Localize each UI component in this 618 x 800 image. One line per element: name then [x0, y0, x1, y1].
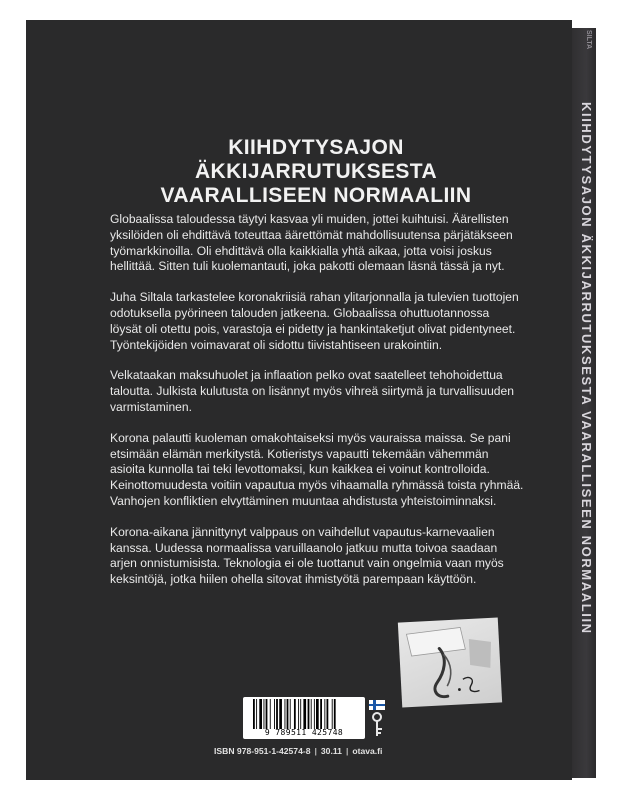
barcode-bar [294, 699, 296, 729]
barcode-bar [270, 699, 271, 729]
barcode-bar [334, 699, 336, 729]
sticker-sketch [398, 617, 502, 707]
barcode-bar [279, 699, 282, 729]
barcode-bar [311, 699, 312, 729]
product-code: 30.11 [320, 746, 342, 756]
blurb-text [110, 212, 524, 603]
barcode-bar [303, 699, 306, 729]
isbn-text: ISBN 978-951-1-42574-8 [214, 746, 311, 756]
barcode-bar [285, 699, 286, 729]
headline-line: VAARALLISEEN NORMAALIIN [160, 184, 472, 207]
barcode-bar [276, 699, 278, 729]
barcode-bar [332, 699, 333, 729]
barcode-bar [256, 699, 257, 729]
barcode-bar [274, 699, 275, 729]
barcode-bar [308, 699, 310, 729]
spine-author-text: SILTA [585, 30, 592, 50]
separator: | [314, 746, 317, 756]
blurb-paragraph: Globaalissa taloudessa täytyi kasvaa yli muiden, jottei kuihtuisi. Äärellisten yksilöiden oli ehdittävä toteuttaa äärettömät mahdollisuutensa pärjätäkseen työmarkkinoilla. Oli ehdittävä olla kaikkialla yhtä aikaa, jotta voisi joskus hellittää. Sitten tuli kuolemantauti, joka pakotti olemaan läsnä tässä ja nyt. [110, 212, 513, 274]
key-icon [370, 712, 384, 738]
barcode-bar [300, 699, 301, 729]
barcode-bar [314, 699, 315, 729]
barcode-bars [253, 699, 357, 729]
spine-subtitle: KIIHDYTYSAJON ÄKKIJARRUTUKSESTA VAARALLISEEN NORMAALIIN [579, 102, 594, 635]
barcode-bar [298, 699, 299, 729]
barcode-bar [259, 699, 262, 729]
barcode-bar [287, 699, 289, 729]
blurb-paragraph: Korona palautti kuoleman omakohtaiseksi myös vauraissa maissa. Se pani etsimään elämän merkitystä. Kotieristys vapautti tekemään vähemmän asioita kunnolla tai teki levottomaksi, kun kaikkea ei voinut kontrolloida. Keinottomuudesta voitiin vapautua myös vihaamalla ryhmässä toista ryhmää. Vanhojen konfliktien elvyttäminen muuntaa ahdistusta yhteistoiminnaksi. [110, 430, 524, 508]
headline-line: ÄKKIJARRUTUKSESTA [194, 160, 438, 183]
blurb-paragraph: Korona-aikana jännittynyt valppaus on vaihdellut vapautus-karnevaalien kanssa. Uudessa normaalissa varuillaanolo jatkuu mutta toivoa saadaan arjen onnistumisista. Teknologia ei ole tuottanut vain ongelmia vaan myös keksintöjä, jotka hiilen ohella sitovat ihmistyötä parempaan käyttöön. [110, 524, 504, 587]
barcode-bar [320, 699, 322, 729]
blurb-paragraph: Velkataakan maksuhuolet ja inflaation pelko ovat saatelleet tehohoidettua taloutta. Julkista kulutusta on lisännyt myös vihreä siirtymä ja turvallisuuden varmistaminen. [110, 368, 514, 414]
barcode-bar [264, 699, 265, 729]
headline [106, 136, 526, 208]
barcode-bar [266, 699, 268, 729]
barcode-bar [327, 699, 329, 729]
publisher-link: otava.fi [352, 746, 383, 756]
headline-line: KIIHDYTYSAJON [228, 136, 404, 159]
barcode-bar [253, 699, 255, 729]
separator: | [345, 746, 349, 756]
finnish-flag-icon [369, 700, 385, 710]
library-sticker-image [398, 617, 502, 707]
blurb-paragraph: Juha Siltala tarkastelee koronakriisiä rahan ylitarjonnalla ja tulevien tuottojen odotuksella pyörineen talouden jatkeena. Globaalissa ohuttuotannossa löysät oli otettu pois, varastoja ei pidetty ja hankintaketjut olivat pidentyneet. Työntekijöiden voimavarat oli sidottu tiivistahtiseen urakointiin. [110, 290, 519, 352]
barcode-bar [290, 699, 291, 729]
barcode-bar [324, 699, 325, 729]
barcode [243, 697, 365, 739]
barcode-digits: 9 789511 425748 [264, 728, 344, 737]
barcode-bar [316, 699, 319, 729]
footer-info [214, 746, 534, 756]
